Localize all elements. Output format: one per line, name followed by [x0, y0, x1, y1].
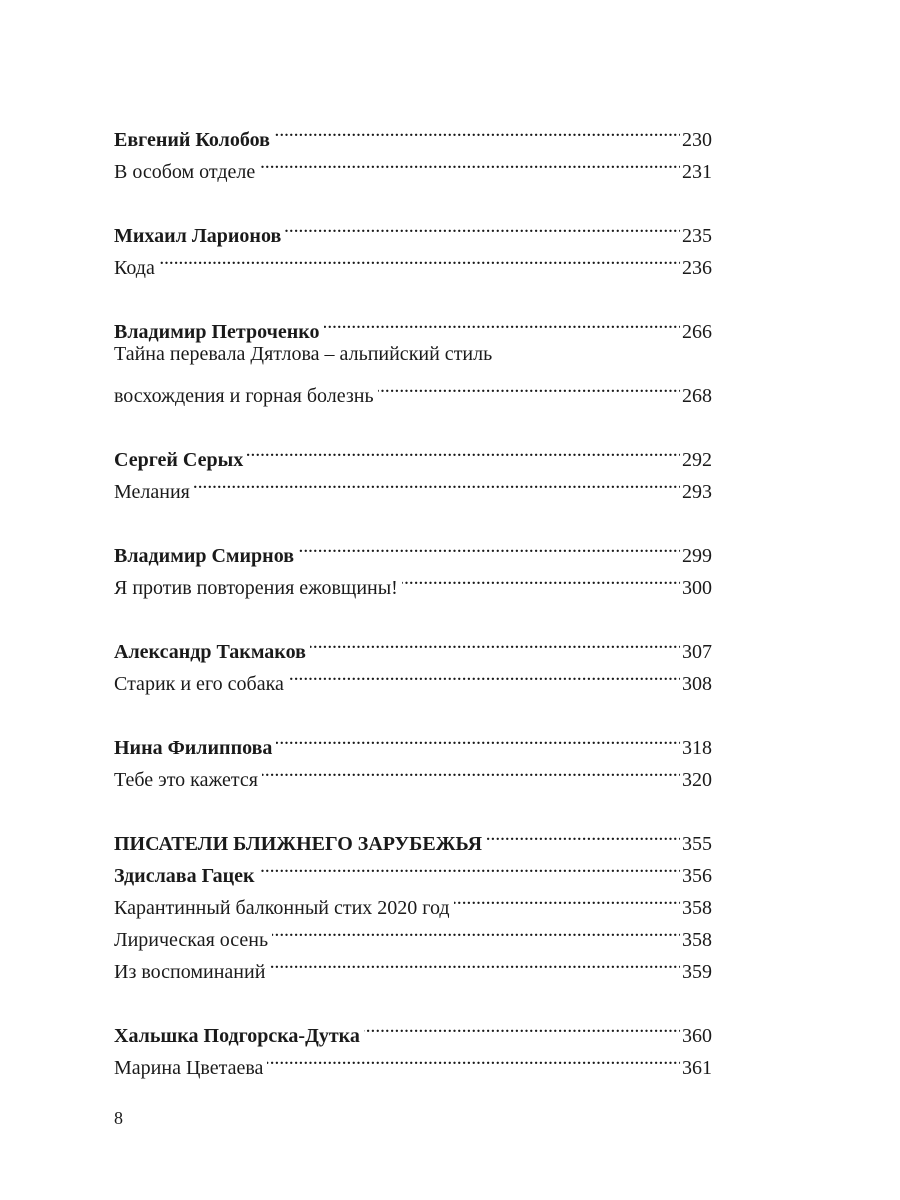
- toc-entry-page: 359: [682, 961, 712, 983]
- toc-entry-page: 268: [682, 385, 712, 407]
- toc-entry-title: Сергей Серых: [114, 449, 244, 471]
- toc-entry-page: 292: [682, 449, 712, 471]
- dot-leader: [272, 914, 680, 946]
- toc-entry-page: 236: [682, 257, 712, 279]
- toc-entry-page: 356: [682, 865, 712, 887]
- toc-entry-page: 361: [682, 1057, 712, 1079]
- toc-entry-page: 299: [682, 545, 712, 567]
- toc-entry-title: Лирическая осень: [114, 929, 269, 951]
- toc-entry-title: Александр Такмаков: [114, 641, 306, 663]
- toc-entry-page: 293: [682, 481, 712, 503]
- dot-leader: [262, 754, 680, 786]
- toc-author-entry: [114, 306, 712, 343]
- toc-entry-page: 266: [682, 321, 712, 343]
- dot-leader: [247, 434, 680, 466]
- dot-leader: [454, 882, 680, 914]
- dot-leader: [274, 114, 680, 146]
- table-of-contents: [114, 114, 712, 1079]
- toc-author-entry: [114, 626, 712, 663]
- dot-leader: [486, 818, 680, 850]
- dot-leader: [159, 242, 680, 274]
- dot-leader: [194, 466, 680, 498]
- toc-entry-title: ПИСАТЕЛИ БЛИЖНЕГО ЗАРУБЕЖЬЯ: [114, 833, 483, 855]
- dot-leader: [285, 210, 680, 242]
- toc-author-entry: [114, 210, 712, 247]
- group-spacer: [114, 498, 712, 530]
- toc-entry-title: Тайна перевала Дятлова – альпийский стиль: [114, 343, 493, 365]
- toc-entry-title: Тебе это кажется: [114, 769, 258, 791]
- dot-leader: [310, 626, 680, 658]
- toc-entry-title: Карантинный балконный стих 2020 год: [114, 897, 450, 919]
- dot-leader: [288, 658, 680, 690]
- toc-author-entry: [114, 434, 712, 471]
- toc-entry-title: Владимир Петроченко: [114, 321, 320, 343]
- dot-leader: [269, 946, 680, 978]
- toc-work-entry: [114, 242, 712, 279]
- toc-entry-page: 308: [682, 673, 712, 695]
- dot-leader: [378, 370, 680, 402]
- toc-entry-title: Михаил Ларионов: [114, 225, 282, 247]
- dot-leader: [259, 850, 681, 882]
- toc-entry-page: 318: [682, 737, 712, 759]
- page-number: 8: [114, 1108, 123, 1128]
- toc-entry-title: Марина Цветаева: [114, 1057, 264, 1079]
- dot-leader: [276, 722, 680, 754]
- toc-entry-title: Старик и его собака: [114, 673, 284, 695]
- toc-entry-title: Нина Филиппова: [114, 737, 273, 759]
- toc-entry-page: 320: [682, 769, 712, 791]
- toc-entry-page: 235: [682, 225, 712, 247]
- toc-work-entry: [114, 338, 712, 370]
- toc-entry-title: Мелания: [114, 481, 190, 503]
- dot-leader: [267, 1042, 680, 1074]
- toc-entry-title: Здислава Гацек: [114, 865, 255, 887]
- toc-entry-title: восхождения и горная болезнь: [114, 385, 374, 407]
- dot-leader: [298, 530, 680, 562]
- dot-leader: [259, 146, 680, 178]
- dot-leader: [324, 306, 680, 338]
- toc-entry-title: Я против повторения ежовщины!: [114, 577, 398, 599]
- toc-entry-title: Из воспоминаний: [114, 961, 266, 983]
- dot-leader: [402, 562, 680, 594]
- toc-entry-title: Владимир Смирнов: [114, 545, 295, 567]
- toc-work-entry: [114, 370, 712, 407]
- toc-author-entry: [114, 722, 712, 759]
- toc-entry-title: Евгений Колобов: [114, 129, 270, 151]
- toc-author-entry: [114, 818, 712, 855]
- toc-entry-page: 360: [682, 1025, 712, 1047]
- toc-entry-title: Хальшка Подгорска-Дутка: [114, 1025, 360, 1047]
- toc-author-entry: [114, 1010, 712, 1047]
- toc-entry-page: 300: [682, 577, 712, 599]
- toc-entry-page: 355: [682, 833, 712, 855]
- toc-author-entry: [114, 530, 712, 567]
- toc-entry-title: В особом отделе: [114, 161, 256, 183]
- toc-entry-page: 230: [682, 129, 712, 151]
- toc-entry-title: Кода: [114, 257, 155, 279]
- group-spacer: [114, 274, 712, 306]
- toc-entry-page: 307: [682, 641, 712, 663]
- toc-entry-page: 231: [682, 161, 712, 183]
- toc-entry-page: 358: [682, 897, 712, 919]
- toc-work-entry: [114, 466, 712, 503]
- dot-leader: [364, 1010, 680, 1042]
- toc-entry-page: 358: [682, 929, 712, 951]
- toc-author-entry: [114, 114, 712, 151]
